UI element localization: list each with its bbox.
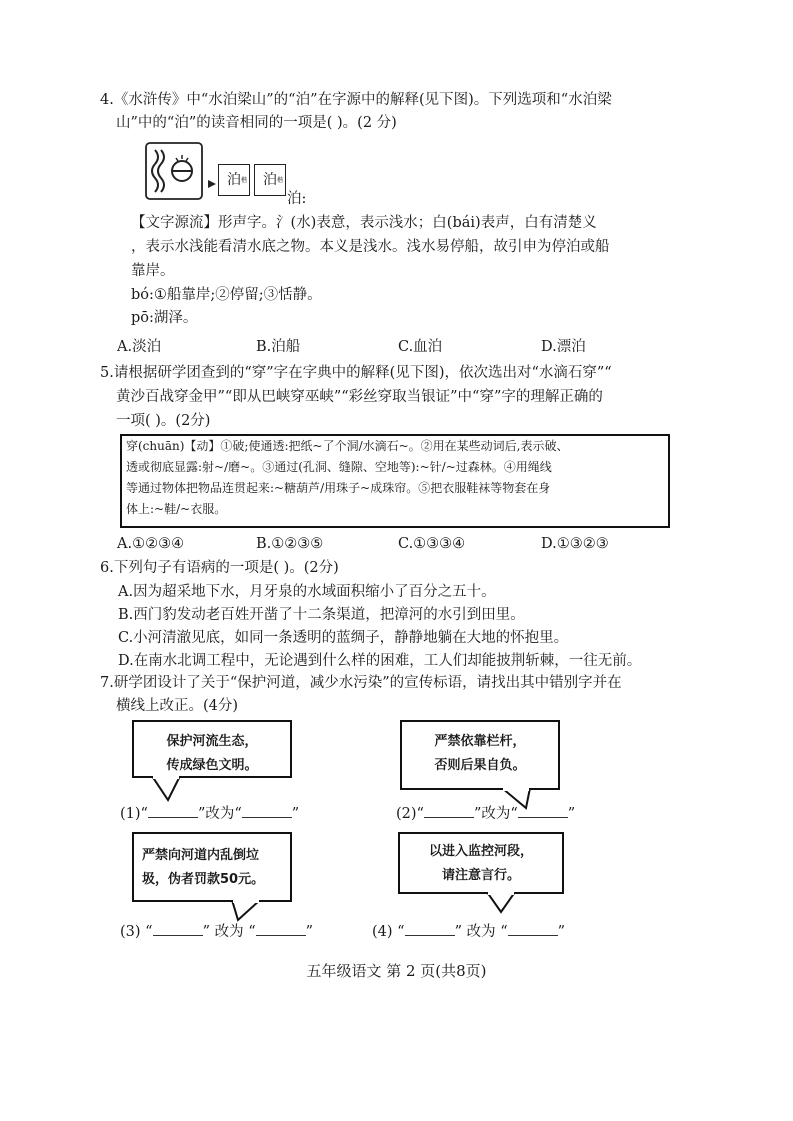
q6-option-b[interactable]: B.西门豹发动老百姓开凿了十二条渠道，把漳河的水引到田里。 — [118, 607, 525, 623]
sign4-line2: 请注意言行。 — [441, 868, 520, 883]
sign1-line1: 保护河流生态， — [166, 734, 258, 749]
q5-option-c[interactable]: C.①③③④ — [398, 536, 466, 552]
q6-option-d[interactable]: D.在南水北调工程中，无论遇到什么样的困难，工人们却能披荆斩棘，一往无前。 — [118, 653, 642, 669]
dictionary-entry-box — [120, 434, 670, 528]
seal-char-2: 泊 楷 — [254, 164, 286, 196]
answer-line-1: (1)“ ”改为“ ” — [120, 803, 299, 825]
arrow-right-icon — [206, 175, 218, 187]
seal-1-sub: 楷 — [240, 177, 247, 184]
blank-4b[interactable] — [508, 921, 558, 936]
answer-line-3: (3) “ ” 改为 “ ” — [120, 921, 313, 943]
sign-3-pointer — [230, 900, 270, 922]
q6-stem: 6.下列句子有语病的一项是( )。(2分) — [100, 560, 339, 576]
q4-option-d[interactable]: D.漂泊 — [541, 339, 586, 355]
reading-po: pō:湖泽。 — [131, 310, 198, 326]
q4-option-b[interactable]: B.泊船 — [256, 339, 301, 355]
q5-option-d[interactable]: D.①③②③ — [541, 536, 609, 552]
slogan-sign-1 — [132, 720, 292, 778]
slogan-sign-2 — [400, 720, 560, 790]
blank-1a[interactable] — [148, 803, 198, 818]
answer-line-2: (2)“ ”改为“ ” — [396, 803, 575, 825]
blank-3b[interactable] — [256, 921, 306, 936]
seal-char-1: 泊 楷 — [218, 164, 250, 196]
page-footer: 五年级语文 第 2 页(共8页) — [306, 962, 487, 980]
answer-line-4: (4) “ ” 改为 “ ” — [372, 921, 565, 943]
sign1-line2: 传成绿色文明。 — [166, 758, 258, 773]
blank-1b[interactable] — [242, 803, 292, 818]
origin-line3: 靠岸。 — [131, 263, 175, 279]
q4-stem-line1: 4.《水浒传》中“水泊梁山”的“泊”在字源中的解释(见下图)。下列选项和“水泊梁 — [100, 92, 612, 108]
slogan-sign-4 — [398, 832, 564, 894]
q4-option-c[interactable]: C.血泊 — [398, 339, 443, 355]
sign2-line2: 否则后果自负。 — [434, 758, 526, 773]
sign-4-pointer — [485, 892, 525, 914]
sign4-line1: 以进入监控河段， — [428, 844, 533, 859]
q4-stem-line2: 山”中的“泊”的读音相同的一项是( )。(2 分) — [116, 115, 397, 131]
reading-bo: bó:①船靠岸;②停留;③恬静。 — [131, 287, 322, 303]
seal-2-sub: 楷 — [276, 177, 283, 184]
oracle-glyph-icon — [143, 140, 205, 202]
dict-line2: 透或彻底显露:射~/磨~。③通过(孔洞、缝隙、空地等):~针/~过森林。④用绳线 — [126, 460, 552, 474]
sign2-line1: 严禁依靠栏杆， — [434, 734, 526, 749]
dict-line4: 体上:~鞋/~衣服。 — [126, 502, 227, 516]
q5-stem-line2: 黄沙百战穿金甲”“即从巴峡穿巫峡”“彩丝穿取当银证”中“穿”字的理解正确的 — [116, 389, 603, 405]
blank-2b[interactable] — [518, 803, 568, 818]
q4-option-a[interactable]: A.淡泊 — [117, 339, 162, 355]
blank-2a[interactable] — [424, 803, 474, 818]
sign3-line2: 圾，伪者罚款50元。 — [142, 872, 265, 887]
blank-3a[interactable] — [153, 921, 203, 936]
entry-char: 泊: — [287, 191, 307, 207]
q6-option-a[interactable]: A.因为超采地下水，月牙泉的水域面积缩小了百分之五十。 — [118, 584, 496, 600]
origin-line1: 【文字源流】形声字。氵(水)表意，表示浅水；白(bái)表声，白有清楚义 — [131, 215, 597, 231]
blank-4a[interactable] — [405, 921, 455, 936]
dict-line3: 等通过物体把物品连贯起来:~糖葫芦/用珠子~成珠帘。⑤把衣服鞋袜等物套在身 — [126, 481, 551, 495]
q5-stem-line3: 一项( )。(2分) — [116, 413, 211, 429]
origin-line2: ，表示水浅能看清水底之物。本义是浅水。浅水易停船，故引申为停泊或船 — [131, 239, 610, 255]
q6-option-c[interactable]: C.小河清澈见底，如同一条透明的蓝绸子，静静地躺在大地的怀抱里。 — [118, 630, 569, 646]
slogan-sign-3 — [132, 832, 292, 902]
q5-option-b[interactable]: B.①②③⑤ — [256, 536, 324, 552]
q5-stem-line1: 5.请根据研学团查到的“穿”字在字典中的解释(见下图)，依次选出对“水滴石穿”“ — [100, 365, 612, 381]
q7-stem-line1: 7.研学团设计了关于“保护河道，减少水污染”的宣传标语，请找出其中错别字并在 — [100, 675, 622, 691]
sign3-line1: 严禁向河道内乱倒垃 — [142, 848, 260, 863]
q7-stem-line2: 横线上改正。(4分) — [116, 698, 239, 714]
sign-1-pointer — [150, 776, 190, 802]
dict-line1: 穿(chuān)【动】①破;使通透:把纸~了个洞/水滴石~。②用在某些动词后,表示破、 — [126, 439, 569, 453]
q5-option-a[interactable]: A.①②③④ — [117, 536, 185, 552]
